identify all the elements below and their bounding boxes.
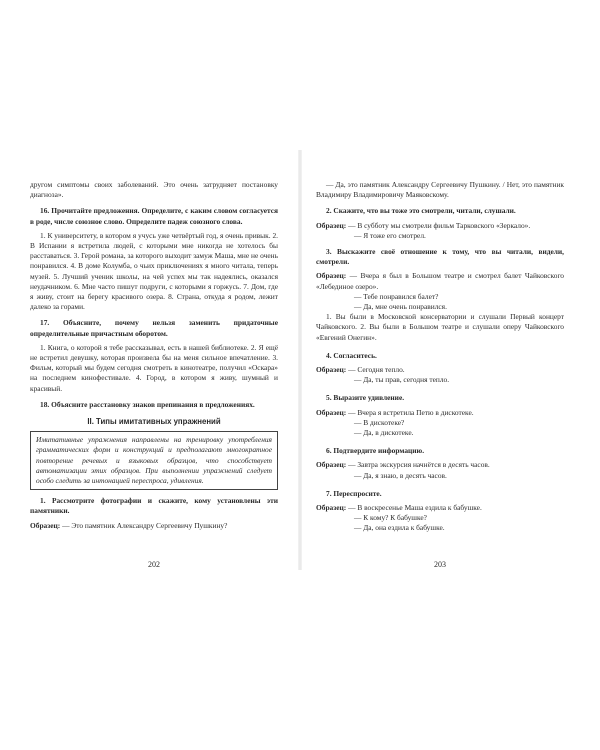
exercise-1-sample [30, 521, 278, 531]
exercise-3-text: 1. Вы были в Московской консерватории и слушали Первый концерт Чайковского. 2. Вы были в Большом театре и слушали оперу Чайковского «Евгений Онегин». [316, 312, 564, 342]
exercise-2-title: 2. Скажите, что вы тоже это смотрели, читали, слушали. [326, 206, 516, 216]
sample-line: — Вчера я был в Большом театре и смотрел балет Чайковского «Лебединое озеро». [316, 271, 564, 291]
exercise-6-title: 6. Подтвердите информацию. [326, 446, 425, 456]
sample-label: Образец: [316, 365, 347, 375]
right-continuation: — Да, это памятник Александру Сергеевичу Пушкину. / Нет, это памятник Владимиру Владимировичу Маяковскому. [316, 180, 564, 200]
left-intro: другом симптомы своих заболеваний. Это очень затрудняет постановку диагноза». [30, 180, 278, 200]
exercise-1-title: 1. Рассмотрите фотографии и скажите, кому установлены эти памятники. [30, 496, 278, 516]
exercise-6-sample [316, 460, 564, 470]
sample-label: Образец: [316, 460, 347, 470]
sample-line: — К кому? К бабушке? [354, 513, 427, 523]
exercise-4-sample [316, 365, 564, 375]
right-page [316, 180, 564, 534]
sample-line: — Да, я знаю, в десять часов. [354, 470, 447, 480]
sample-label: Образец: [30, 520, 61, 530]
sample-line: — В субботу мы смотрели фильм Тарковского «Зеркало». [348, 220, 531, 230]
section-title: II. Типы имитативных упражнений [87, 417, 221, 427]
exercise-5-title: 5. Выразите удивление. [326, 393, 405, 403]
exercise-7-title: 7. Переспросите. [326, 488, 382, 498]
sample-label: Образец: [316, 220, 347, 230]
exercise-4-title: 4. Согласитесь. [326, 350, 377, 360]
info-box-text: Имитативные упражнения направлены на тренировку употребления грамматических форм и конструкций и предполагают многократное повторение речевых и языковых образцов, что способствует автоматизации этих образцов. При выполнении упражнений следует особо следить за интонацией переспроса, удивления. [36, 435, 272, 486]
sample-line: — Сегодня тепло. [348, 365, 405, 375]
sample-text: — Это памятник Александру Сергеевичу Пушкину? [62, 520, 228, 530]
exercise-17-text: 1. Книга, о которой я тебе рассказывал, есть в нашей библиотеке. 2. Я ещё не встретил девушку, которая произвела бы на меня сильное впечатление. 3. Фильм, который мы будем сегодня смотреть в кинотеатре, получил «Оскара» на последнем кинофестивале. 4. Город, в котором я живу, шумный и красивый. [30, 342, 278, 393]
sample-line: — Да, в дискотеке. [354, 428, 414, 438]
exercise-7-sample [316, 503, 564, 513]
sample-line: — В воскресенье Маша ездила к бабушке. [348, 503, 482, 513]
sample-label: Образец: [316, 407, 347, 417]
sample-label: Образец: [316, 503, 347, 513]
sample-line: — Да, она ездила к бабушке. [354, 523, 445, 533]
page-number-right: 203 [434, 560, 446, 569]
info-box [30, 431, 278, 490]
sample-line: — Я тоже его смотрел. [354, 230, 426, 240]
exercise-5-sample [316, 408, 564, 418]
left-page [30, 180, 278, 531]
sample-line: — Да, ты прав, сегодня тепло. [354, 375, 450, 385]
sample-line: — Тебе понравился балет? [354, 291, 439, 301]
exercise-17-title: 17. Объясните, почему нельзя заменить придаточные определительные причастным оборотом. [30, 318, 278, 338]
exercise-16-title: 16. Прочитайте предложения. Определите, с каким словом согласуется в роде, числе союзное слово. Определите падеж союзного слова. [30, 206, 278, 226]
exercise-18-title: 18. Объясните расстановку знаков препинания в предложениях. [40, 399, 255, 409]
book-gutter [298, 150, 302, 570]
sample-line: — Вчера я встретила Петю в дискотеке. [348, 407, 474, 417]
page-number-left: 202 [148, 560, 160, 569]
sample-line: — Завтра экскурсия начнётся в десять часов. [348, 460, 490, 470]
exercise-16-text: 1. К университету, в котором я учусь уже четвёртый год, я очень привык. 2. В Испании я встретила людей, с которыми мне никогда не хотелось бы расставаться. 3. Герой романа, за которого выходит замуж Маша, мне не очень понравился. 4. В доме Колумба, о чьих приключениях я много читала, теперь музей. 5. Лучший ученик школы, на чей успех мы так надеялись, оказался неудачником. 6. Мне часто пишут подруги, с которыми я горжусь. 7. Дом, где я живу, стоит на берегу красивого озера. 8. Страна, откуда я родом, лежит далеко за горами. [30, 230, 278, 312]
exercise-2-sample [316, 221, 564, 231]
exercise-3-title: 3. Выскажите своё отношение к тому, что вы читали, видели, смотрели. [316, 247, 564, 267]
exercise-3-sample [316, 271, 564, 291]
sample-line: — В дискотеке? [354, 417, 405, 427]
sample-line: — Да, мне очень понравился. [354, 302, 447, 312]
sample-label: Образец: [316, 271, 347, 281]
